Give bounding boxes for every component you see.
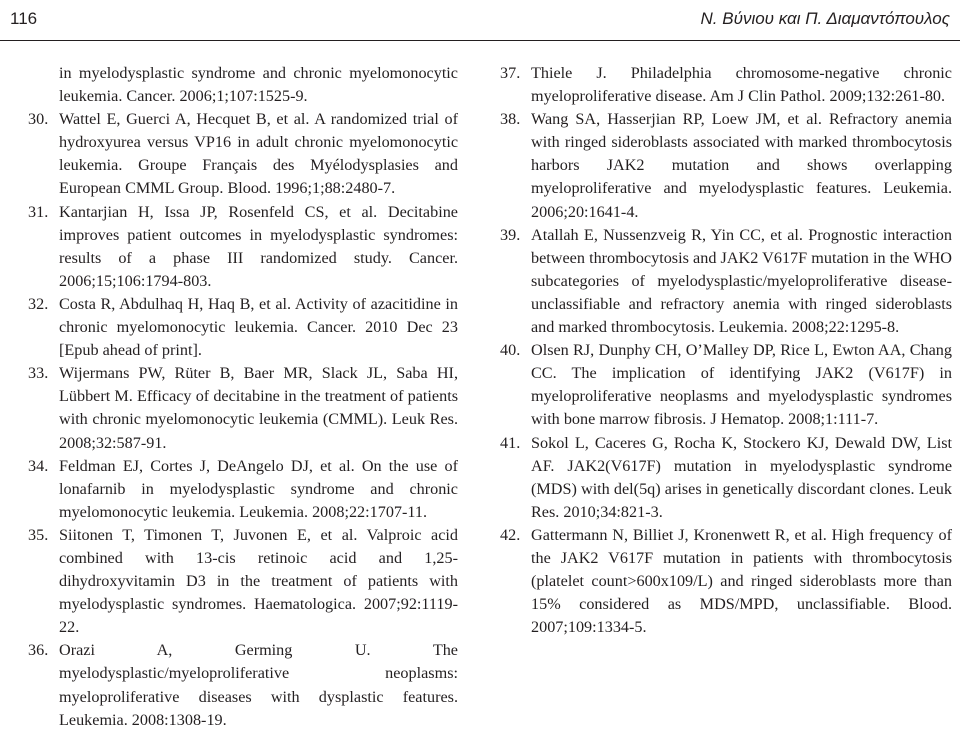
- right-column: [500, 62, 952, 639]
- page-header: [0, 0, 960, 41]
- reference-text: Costa R, Abdulhaq H, Haq B, et al. Activity of azacitidine in chronic myelomonocytic leukemia. Cancer. 2010 Dec 23 [Epub ahead of print].: [59, 294, 458, 360]
- reference-37: [500, 62, 952, 108]
- reference-number: 38.: [500, 110, 521, 129]
- reference-38: [500, 108, 952, 223]
- reference-number: 30.: [28, 110, 49, 129]
- reference-number: 42.: [500, 525, 521, 544]
- reference-text: Wattel E, Guerci A, Hecquet B, et al. A randomized trial of hydroxyurea versus VP16 in adult chronic myelomonocytic leukemia. Groupe Français des Myélodysplasies and European CMML Group. Blood. 1996;1;88:2480-7.: [59, 110, 458, 198]
- reference-41: [500, 432, 952, 524]
- reference-text: Atallah E, Nussenzveig R, Yin CC, et al. Prognostic interaction between thrombocytosis and JAK2 V617F mutation in the WHO subcategories of myelodysplastic/myeloproliferative disease-unclassifiable and refractory anemia with ringed sideroblasts and marked thrombocytosis. Leukemia. 2008;22:1295-8.: [531, 225, 952, 337]
- reference-text: Gattermann N, Billiet J, Kronenwett R, et al. High frequency of the JAK2 V617F mutation in patients with thrombocytosis (platelet count>600x109/L) and ringed sideroblasts more than 15% considered as MDS/MPD, unclassifiable. Blood. 2007;109:1334-5.: [531, 525, 952, 637]
- reference-number: 34.: [28, 456, 49, 475]
- reference-number: 41.: [500, 433, 521, 452]
- reference-text: Siitonen T, Timonen T, Juvonen E, et al. Valproic acid combined with 13-cis retinoic acid and 1,25-dihydroxyvitamin D3 in the treatment of patients with myelodysplastic syndromes. Haematologica. 2007;92:1119-22.: [59, 525, 458, 637]
- reference-42: [500, 524, 952, 639]
- left-column: [28, 62, 458, 732]
- reference-34: [28, 455, 458, 524]
- reference-text: Olsen RJ, Dunphy CH, O’Malley DP, Rice L, Ewton AA, Chang CC. The implication of identifying JAK2 (V617F) in myeloproliferative neoplasms and myelodysplastic syndromes with bone marrow fibrosis. J Hematop. 2008;1:111-7.: [531, 341, 952, 429]
- reference-number: 36.: [28, 641, 49, 660]
- page-number: 116: [10, 9, 38, 28]
- reference-number: 35.: [28, 525, 49, 544]
- reference-39: [500, 224, 952, 339]
- reference-31: [28, 201, 458, 293]
- reference-text: Feldman EJ, Cortes J, DeAngelo DJ, et al. On the use of lonafarnib in myelodysplastic syndrome and chronic myelomonocytic leukemia. Leukemia. 2008;22:1707-11.: [59, 456, 458, 521]
- reference-number: 40.: [500, 341, 521, 360]
- reference-number: 32.: [28, 294, 49, 313]
- reference-number: 31.: [28, 202, 49, 221]
- reference-text: in myelodysplastic syndrome and chronic myelomonocytic leukemia. Cancer. 2006;1;107:1525-9.: [59, 64, 458, 106]
- reference-35: [28, 524, 458, 639]
- reference-30: [28, 108, 458, 200]
- reference-36: [28, 639, 458, 731]
- reference-text: Sokol L, Caceres G, Rocha K, Stockero KJ, Dewald DW, List AF. JAK2(V617F) mutation in myelodysplastic syndrome (MDS) with del(5q) arises in genetically discordant clones. Leuk Res. 2010;34:821-3.: [531, 433, 952, 521]
- reference-number: 39.: [500, 225, 521, 244]
- reference-number: 33.: [28, 364, 49, 383]
- reference-33: [28, 362, 458, 454]
- reference-text: Wang SA, Hasserjian RP, Loew JM, et al. Refractory anemia with ringed sideroblasts associated with marked thrombocytosis harbors JAK2 mutation and shows overlapping myeloproliferative and myelodysplastic features. Leukemia. 2006;20:1641-4.: [531, 110, 952, 221]
- reference-number: 37.: [500, 64, 521, 82]
- reference-32: [28, 293, 458, 362]
- reference-text: Kantarjian H, Issa JP, Rosenfeld CS, et al. Decitabine improves patient outcomes in myelodysplastic syndromes: results of a phase III randomized study. Cancer. 2006;15;106:1794-803.: [59, 202, 458, 290]
- reference-continuation: [28, 62, 458, 108]
- reference-text: Orazi A, Germing U. The myelodysplastic/myeloproliferative neoplasms: myeloproliferative diseases with dysplastic features. Leukemia. 2008:1308-19.: [59, 641, 458, 729]
- running-title: Ν. Βύνιου και Π. Διαμαντόπουλος: [700, 9, 950, 28]
- reference-text: Wijermans PW, Rüter B, Baer MR, Slack JL, Saba HI, Lübbert M. Efficacy of decitabine in the treatment of patients with chronic myelomonocytic leukemia (CMML). Leuk Res. 2008;32:587-91.: [59, 364, 458, 452]
- reference-text: Thiele J. Philadelphia chromosome-negative chronic myeloproliferative disease. Am J Clin Pathol. 2009;132:261-80.: [531, 64, 952, 106]
- reference-40: [500, 339, 952, 431]
